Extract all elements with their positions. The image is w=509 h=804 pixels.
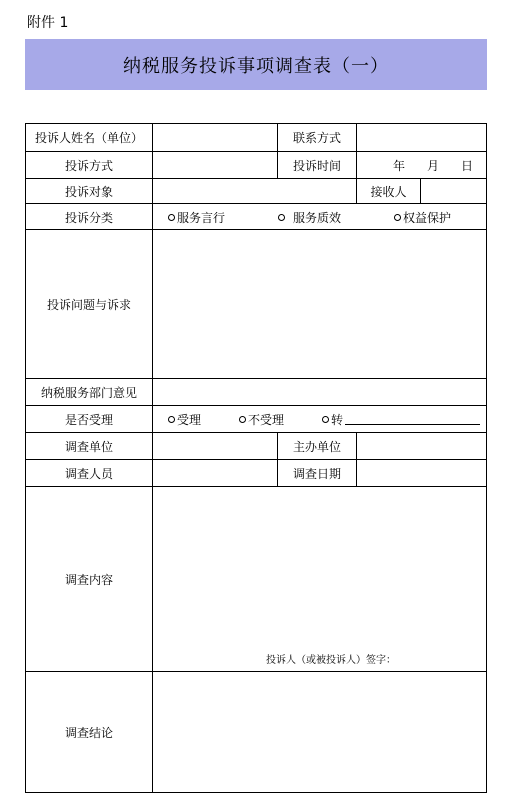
category-option-service-conduct[interactable]: 服务言行 — [168, 204, 225, 230]
transfer-target-line[interactable] — [345, 414, 480, 425]
radio-circle-icon — [168, 416, 175, 423]
accept-option-reject[interactable]: 不受理 — [239, 406, 284, 433]
attachment-label: 附件 1 — [27, 15, 69, 31]
row-dept-opinion — [26, 378, 486, 406]
issue-label: 投诉问题与诉求 — [46, 298, 131, 312]
month-label: 月 — [427, 159, 440, 173]
complaint-form-table — [25, 123, 487, 793]
row-complainant — [26, 124, 486, 151]
content-label: 调查内容 — [64, 573, 113, 587]
staff-field[interactable] — [152, 460, 277, 487]
accept-label: 是否受理 — [64, 413, 113, 427]
row-content — [26, 486, 486, 672]
category-option-rights-protection[interactable]: 权益保护 — [394, 204, 451, 230]
accept-options — [152, 406, 486, 433]
signature-label: 投诉人（或被投诉人）签字： — [266, 655, 396, 666]
radio-circle-icon — [322, 416, 329, 423]
complainant-field[interactable] — [152, 124, 277, 151]
host-label: 主办单位 — [277, 433, 356, 460]
staff-label: 调查人员 — [64, 467, 113, 481]
form-title-bar — [25, 39, 487, 90]
target-field[interactable] — [152, 179, 356, 204]
radio-circle-icon — [394, 214, 401, 221]
row-target — [26, 178, 486, 204]
dept-opinion-label: 纳税服务部门意见 — [40, 386, 137, 400]
category-options — [152, 204, 486, 230]
contact-field[interactable] — [356, 124, 486, 151]
row-method — [26, 151, 486, 179]
dept-opinion-field[interactable] — [152, 379, 486, 406]
date-field[interactable] — [356, 460, 486, 487]
target-label: 投诉对象 — [64, 185, 113, 199]
receiver-label: 接收人 — [356, 179, 420, 204]
conclusion-label: 调查结论 — [64, 725, 113, 740]
radio-circle-icon — [239, 416, 246, 423]
radio-circle-icon — [168, 214, 175, 221]
row-category — [26, 203, 486, 230]
day-label: 日 — [461, 159, 474, 173]
category-option-service-quality[interactable]: 服务质效 — [278, 204, 341, 230]
row-issue — [26, 229, 486, 379]
unit-field[interactable] — [152, 433, 277, 460]
row-conclusion — [26, 671, 486, 792]
unit-label: 调查单位 — [64, 440, 113, 454]
radio-circle-icon — [278, 214, 285, 221]
conclusion-field[interactable] — [152, 672, 486, 792]
time-field[interactable] — [356, 152, 486, 179]
method-label: 投诉方式 — [64, 159, 113, 173]
host-field[interactable] — [356, 433, 486, 460]
time-label: 投诉时间 — [277, 152, 356, 179]
receiver-field[interactable] — [420, 179, 486, 204]
form-title: 纳税服务投诉事项调查表（一） — [123, 55, 389, 77]
contact-label: 联系方式 — [277, 124, 356, 151]
row-staff — [26, 459, 486, 487]
method-field[interactable] — [152, 152, 277, 179]
year-label: 年 — [393, 159, 406, 173]
date-label: 调查日期 — [277, 460, 356, 487]
accept-option-accept[interactable]: 受理 — [168, 406, 201, 433]
content-field[interactable] — [152, 487, 486, 672]
issue-field[interactable] — [152, 230, 486, 379]
accept-option-transfer[interactable]: 转 — [322, 406, 480, 433]
row-unit — [26, 432, 486, 460]
complainant-label: 投诉人姓名（单位） — [34, 131, 143, 145]
row-accept — [26, 405, 486, 433]
category-label: 投诉分类 — [64, 210, 113, 225]
